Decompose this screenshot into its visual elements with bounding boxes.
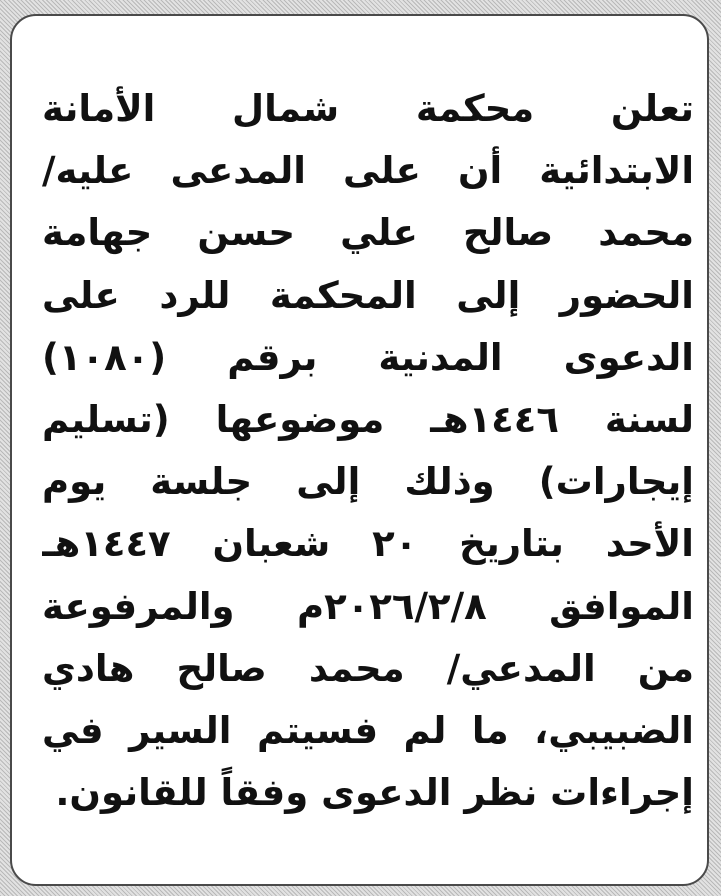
notice-line-4: الحضور إلى المحكمة للرد على xyxy=(42,273,694,317)
notice-line-12: إجراءات نظر الدعوى وفقاً للقانون. xyxy=(55,771,694,815)
notice-line-9: الموافق ٢٠٢٦/٢/٨م والمرفوعة xyxy=(42,584,694,628)
notice-line-5: الدعوى المدنية برقم (١٠٨٠) xyxy=(42,335,694,379)
notice-line-2: الابتدائية أن على المدعى عليه/ xyxy=(42,149,694,193)
notice-line-11: الضبيبي، ما لم فسيتم السير في xyxy=(42,708,694,752)
notice-line-7: إيجارات) وذلك إلى جلسة يوم xyxy=(42,460,694,504)
notice-line-3: محمد صالح علي حسن جهامة xyxy=(42,211,694,255)
notice-text xyxy=(42,78,694,824)
notice-line-6: لسنة ١٤٤٦هـ موضوعها (تسليم xyxy=(42,397,694,441)
notice-line-1: تعلن محكمة شمال الأمانة xyxy=(42,87,694,130)
notice-line-10: من المدعي/ محمد صالح هادي xyxy=(42,646,694,690)
court-notice-card xyxy=(10,14,709,886)
notice-line-8: الأحد بتاريخ ٢٠ شعبان ١٤٤٧هـ xyxy=(42,522,694,566)
